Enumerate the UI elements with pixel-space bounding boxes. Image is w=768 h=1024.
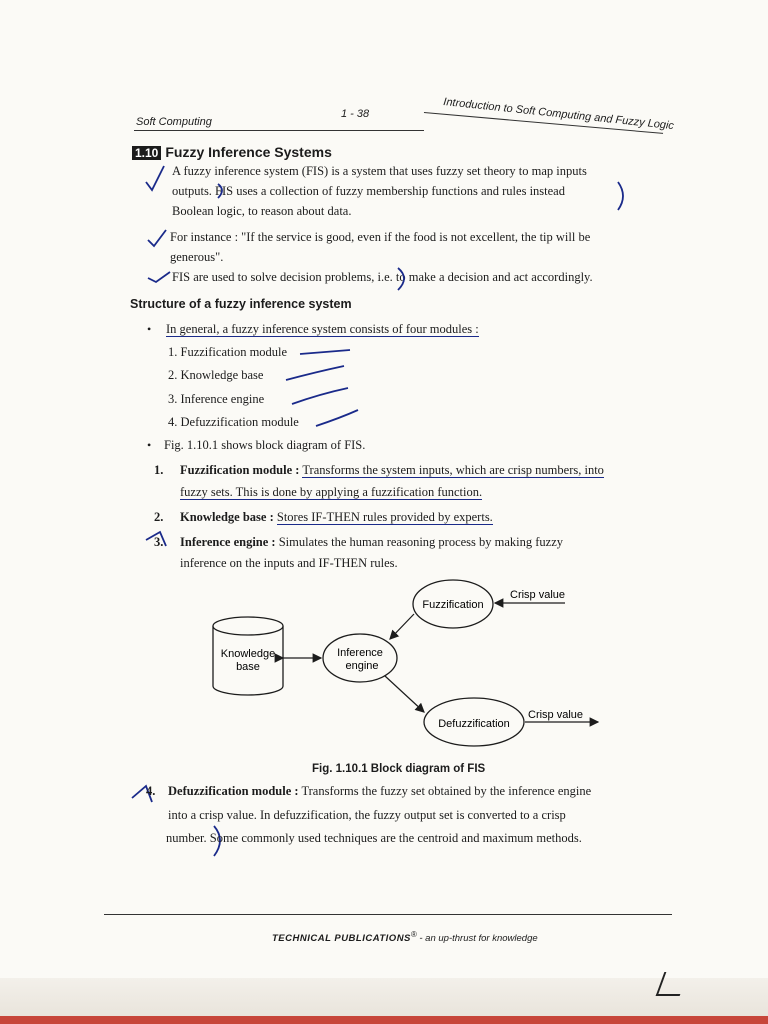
footer-rule: [104, 914, 672, 915]
def-4-term: Defuzzification module :: [168, 784, 299, 798]
fig-reference: Fig. 1.10.1 shows block diagram of FIS.: [164, 438, 366, 452]
header-page-number: 1 - 38: [341, 108, 370, 120]
def-4-text-b: into a crisp value. In defuzzification, the fuzzy output set is converted to a crisp: [168, 808, 566, 822]
intro-line-2: outputs. FIS uses a collection of fuzzy membership functions and rules instead: [172, 184, 565, 198]
intro-line-4: For instance : "If the service is good, even if the food is not excellent, the tip will be: [170, 230, 591, 244]
module-item-1: 1. Fuzzification module: [168, 345, 288, 359]
header-chapter-title: Introduction to Soft Computing and Fuzzy Logic: [442, 96, 675, 133]
module-item-2: 2. Knowledge base: [168, 368, 264, 382]
intro-line-3: Boolean logic, to reason about data.: [172, 204, 352, 218]
figure-caption: Fig. 1.10.1 Block diagram of FIS: [312, 763, 486, 775]
bullet-dot: •: [147, 438, 152, 452]
def-3-text-b: inference on the inputs and IF-THEN rules.: [180, 556, 398, 570]
def-1-term: Fuzzification module :: [180, 463, 300, 477]
intro-line-6: FIS are used to solve decision problems, i.e. to make a decision and act accordingly.: [172, 270, 593, 284]
knowledge-label-2: base: [236, 661, 260, 673]
intro-line-1: A fuzzy inference system (FIS) is a system that uses fuzzy set theory to map inputs: [172, 164, 587, 178]
bullet-dot: •: [147, 322, 152, 336]
def-2-number: 2.: [154, 510, 164, 524]
header-book-title: Soft Computing: [136, 116, 212, 128]
knowledge-label-1: Knowledge: [220, 648, 276, 660]
intro-line-5: generous".: [170, 250, 224, 264]
module-item-3: 3. Inference engine: [168, 392, 265, 406]
def-4-text-a: Transforms the fuzzy set obtained by the inference engine: [301, 784, 592, 798]
footer-publisher: TECHNICAL PUBLICATIONS: [272, 933, 411, 945]
section-title: Fuzzy Inference Systems: [165, 144, 332, 160]
def-4-line-a: [168, 784, 591, 799]
def-1-text-b: fuzzy sets. This is done by applying a fuzzification function.: [180, 485, 483, 499]
crisp-output-label: Crisp value: [528, 709, 584, 721]
crisp-input-label: Crisp value: [510, 589, 566, 601]
pen-annotations: [132, 166, 623, 856]
footer-registered-mark: ®: [410, 930, 417, 939]
fuzz-ie-arrow: [390, 614, 414, 639]
defuzzification-label: Defuzzification: [438, 718, 510, 730]
fuzzification-label: Fuzzification: [422, 599, 484, 611]
def-1-number: 1.: [154, 463, 164, 477]
inference-label-1: Inference: [337, 647, 383, 659]
structure-heading: Structure of a fuzzy inference system: [130, 297, 352, 311]
def-3-term: Inference engine :: [180, 535, 276, 549]
def-2-text: Stores IF-THEN rules provided by experts.: [276, 510, 493, 524]
def-1-text-a: Transforms the system inputs, which are crisp numbers, into: [302, 463, 604, 477]
footer-tagline: - an up-thrust for knowledge: [416, 933, 538, 945]
def-2-term: Knowledge base :: [180, 510, 274, 524]
def-4-text-c: number. Some commonly used techniques are the centroid and maximum methods.: [166, 831, 582, 845]
def-3-number: 3.: [154, 535, 164, 549]
def-4-number: 4.: [146, 784, 156, 798]
def-3-text-a: Simulates the human reasoning process by making fuzzy: [278, 535, 564, 549]
structure-general-text: In general, a fuzzy inference system consists of four modules :: [166, 322, 479, 336]
module-item-4: 4. Defuzzification module: [168, 415, 299, 429]
ie-defuzz-arrow: [385, 676, 424, 712]
inference-label-2: engine: [345, 660, 379, 672]
footer: [272, 930, 538, 944]
section-number: 1.10: [132, 146, 161, 160]
